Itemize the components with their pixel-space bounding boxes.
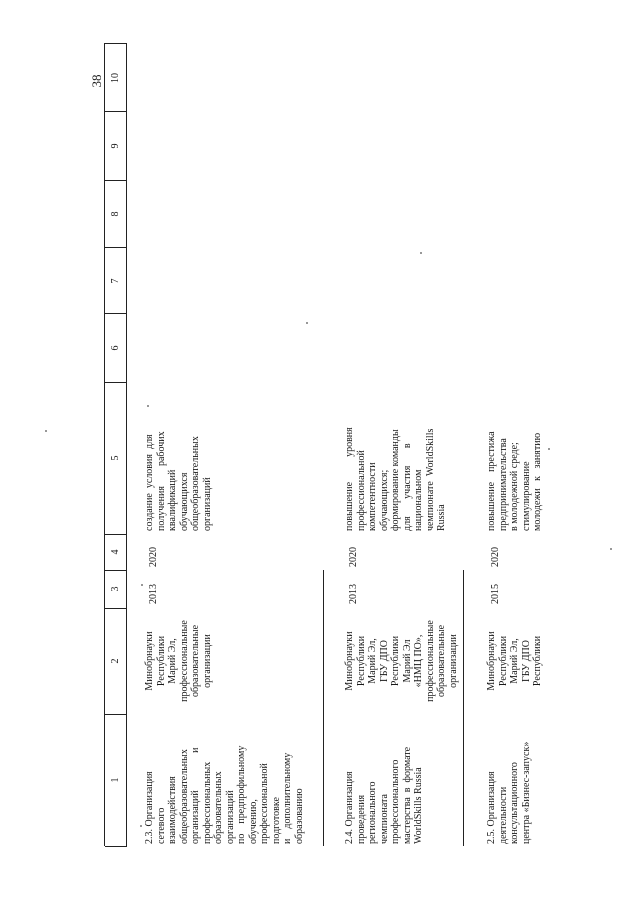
- scan-speck: [140, 825, 142, 827]
- scan-speck: [420, 252, 422, 254]
- table-rule: [105, 313, 127, 314]
- table-bottom-border: [105, 846, 127, 847]
- column-header: 2: [110, 658, 121, 664]
- table-cell-executor: Минобрнауки Республики Марий Эл, ГБУ ДПО Республики: [486, 631, 543, 691]
- column-header: 6: [110, 345, 121, 351]
- column-header: 10: [110, 73, 121, 83]
- table-cell-start-year: 2013: [148, 584, 159, 604]
- table-cell-result: повышение престижа предпринимательства в молодежной среде; стимулирование молодежи к занятию: [486, 431, 543, 531]
- table-rule: [105, 111, 127, 112]
- column-header: 9: [110, 143, 121, 149]
- table-cell-executor: Минобрнауки Республики Марий Эл, ГБУ ДПО Республики Марий Эл «НМЦ ПО», профессиональные образовательные организации: [344, 620, 459, 702]
- table-cell-activity: 2.3. Организация сетевого взаимодействия общеобразовательных организаций и профессиональных образовательных организаций по предпрофильному обучению, профессиональной подготовке и дополнительному образованию: [144, 745, 305, 844]
- table-cell-activity: 2.5. Организация деятельности консультационного центра «Бизнес-запуск»: [486, 741, 532, 844]
- table-cell-end-year: 2020: [348, 547, 359, 567]
- table-cell-result: создание условия для получения рабочих квалификаций обучающихся общеобразовательных организаций: [144, 431, 213, 531]
- column-header: 4: [110, 549, 121, 555]
- page-number: 38: [89, 74, 104, 88]
- table-cell-start-year: 2015: [490, 584, 501, 604]
- table-cell-result: повышение уровня профессиональной компетентности обучающихся; формирование команды для участия в национальном чемпионате WorldSkills Russia: [344, 427, 447, 531]
- column-header: 5: [110, 455, 121, 461]
- column-header: 3: [110, 586, 121, 592]
- scan-speck: [548, 448, 550, 450]
- table-rule: [105, 534, 127, 535]
- table-cell-start-year: 2013: [348, 584, 359, 604]
- column-header: 1: [110, 777, 121, 783]
- table-cell-executor: Минобрнауки Республики Марий Эл, профессиональные образовательные организации: [144, 620, 213, 702]
- scan-speck: [141, 584, 143, 586]
- scan-speck: [306, 322, 308, 324]
- table-rule: [105, 247, 127, 248]
- table-rule: [105, 714, 127, 715]
- table-cell-end-year: 2020: [490, 547, 501, 567]
- header-separator: [126, 43, 127, 846]
- column-header: 7: [110, 278, 121, 284]
- table-rule: [105, 608, 127, 609]
- scan-speck: [45, 430, 47, 432]
- scan-speck: [147, 405, 149, 407]
- table-rule: [105, 382, 127, 383]
- table-top-border: [105, 43, 127, 44]
- table-cell-end-year: 2020: [148, 547, 159, 567]
- table-rule: [105, 570, 127, 571]
- table-left-border: [104, 43, 105, 846]
- table-rule: [105, 180, 127, 181]
- column-header: 8: [110, 211, 121, 217]
- table-cell-activity: 2.4. Организация проведения регионального чемпионата профессионального мастерства в формате WorldSkills Russia: [344, 746, 424, 844]
- scan-speck: [610, 548, 612, 550]
